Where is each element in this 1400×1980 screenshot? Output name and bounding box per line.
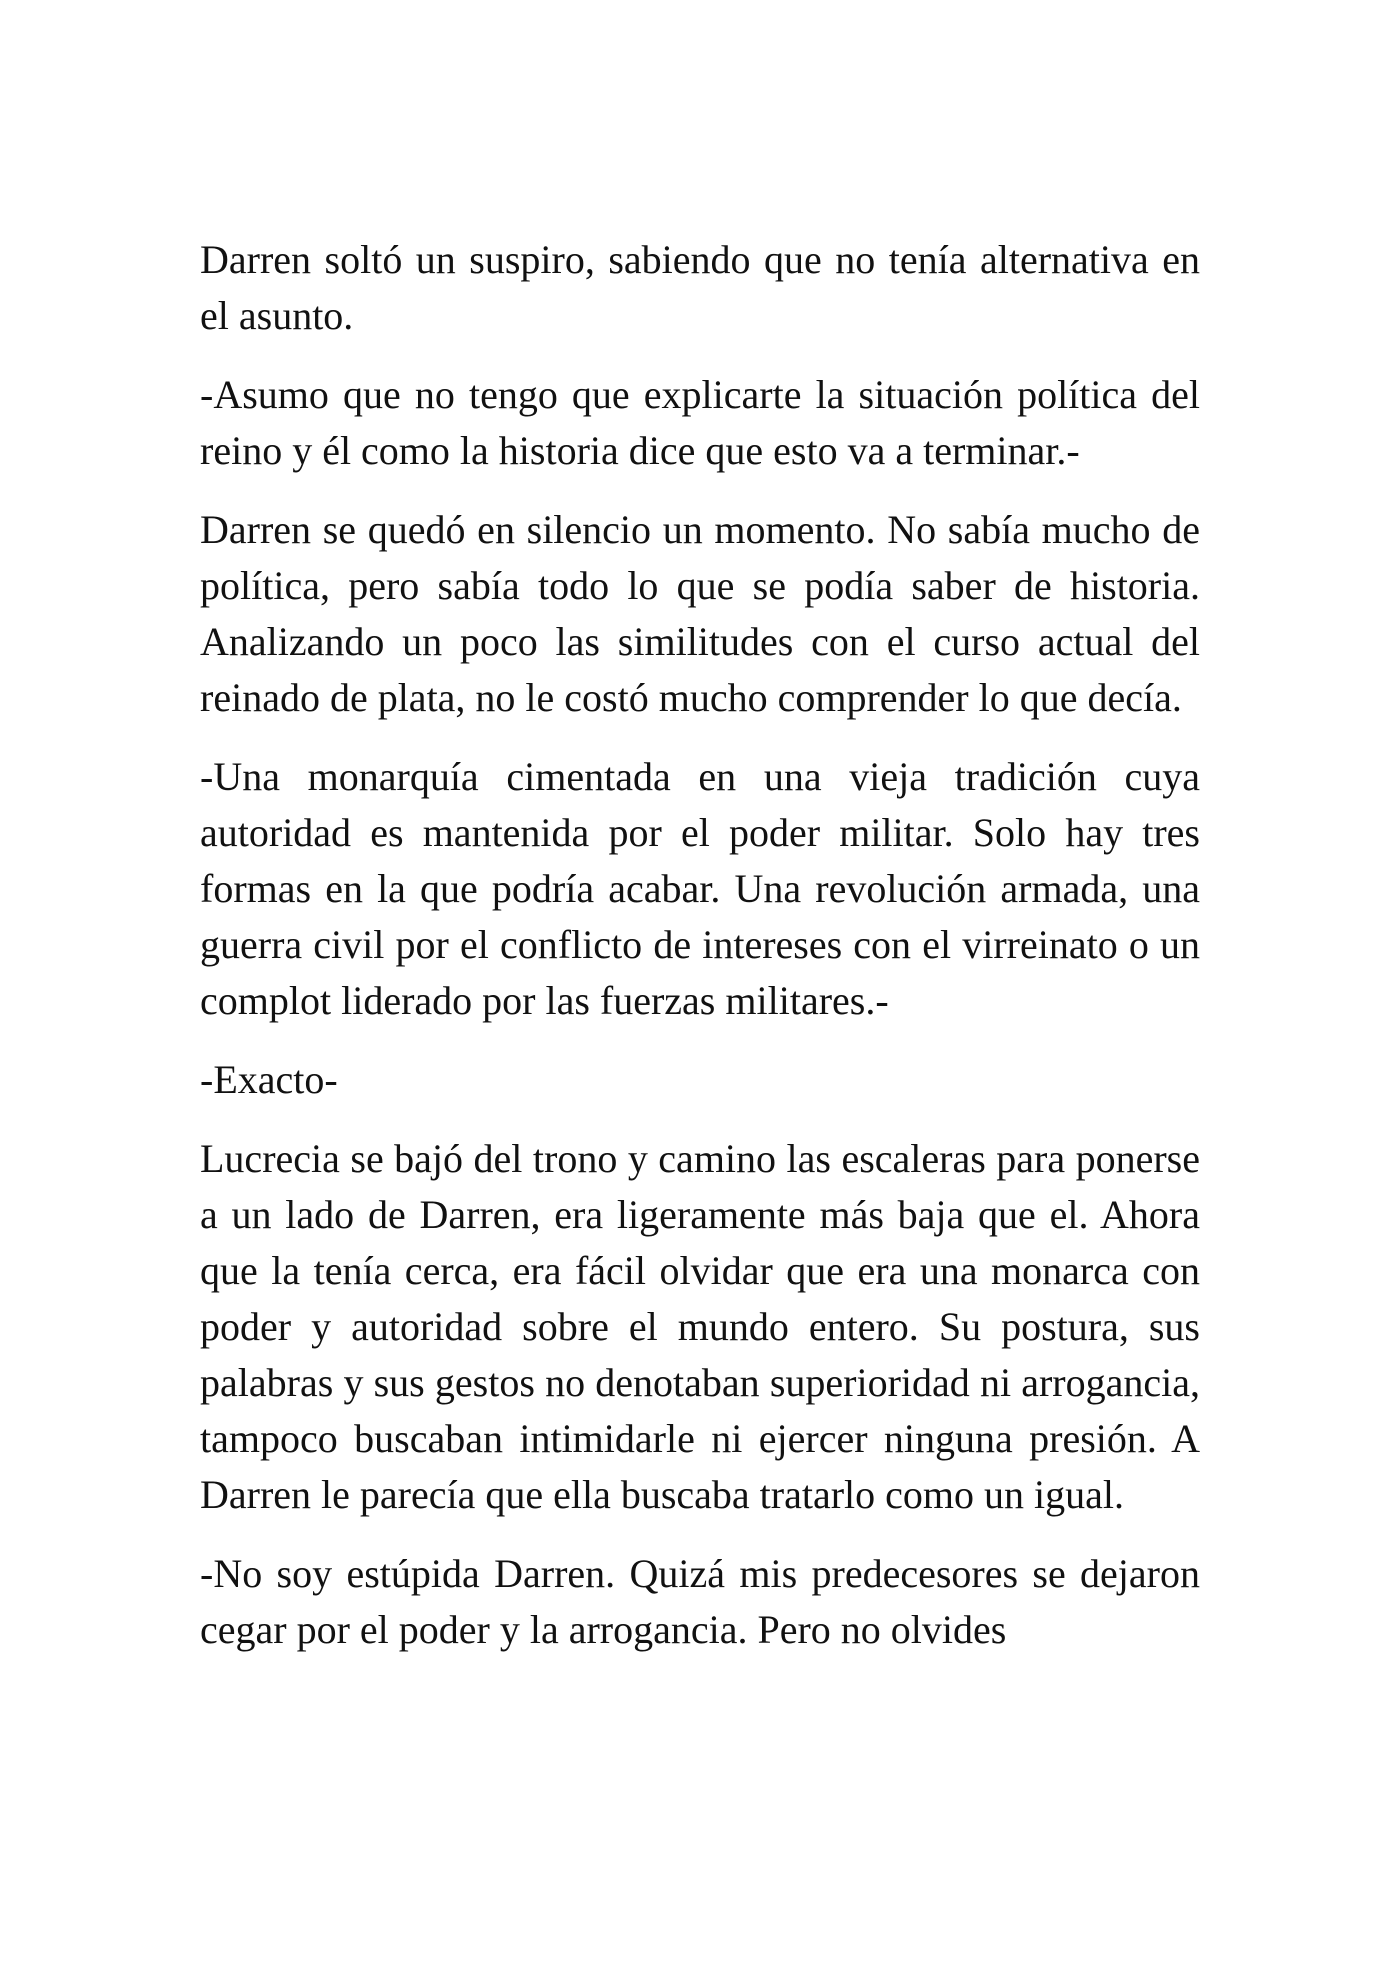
paragraph-4: -Una monarquía cimentada en una vieja tradición cuya autoridad es mantenida por el poder militar. Solo hay tres formas en la que podría acabar. Una revolución armada, una guerra civil por el conflicto de intereses con el virreinato o un complot liderado por las fuerzas militares.- — [200, 754, 1200, 1023]
paragraph-7: -No soy estúpida Darren. Quizá mis predecesores se dejaron cegar por el poder y la arrogancia. Pero no olvides — [200, 1551, 1200, 1652]
paragraph-1: Darren soltó un suspiro, sabiendo que no tenía alternativa en el asunto. — [200, 237, 1200, 338]
document-page — [200, 232, 1200, 1658]
paragraph-6: Lucrecia se bajó del trono y camino las escaleras para ponerse a un lado de Darren, era ligeramente más baja que el. Ahora que la tenía cerca, era fácil olvidar que era una monarca con poder y autoridad sobre el mundo entero. Su postura, sus palabras y sus gestos no denotaban superioridad ni arrogancia, tampoco buscaban intimidarle ni ejercer ninguna presión. A Darren le parecía que ella buscaba tratarlo como un igual. — [200, 1136, 1200, 1517]
paragraph-3: Darren se quedó en silencio un momento. No sabía mucho de política, pero sabía todo lo que se podía saber de historia. Analizando un poco las similitudes con el curso actual del reinado de plata, no le costó mucho comprender lo que decía. — [200, 507, 1200, 720]
paragraph-2: -Asumo que no tengo que explicarte la situación política del reino y él como la historia dice que esto va a terminar.- — [200, 372, 1200, 473]
paragraph-5: -Exacto- — [200, 1057, 338, 1102]
